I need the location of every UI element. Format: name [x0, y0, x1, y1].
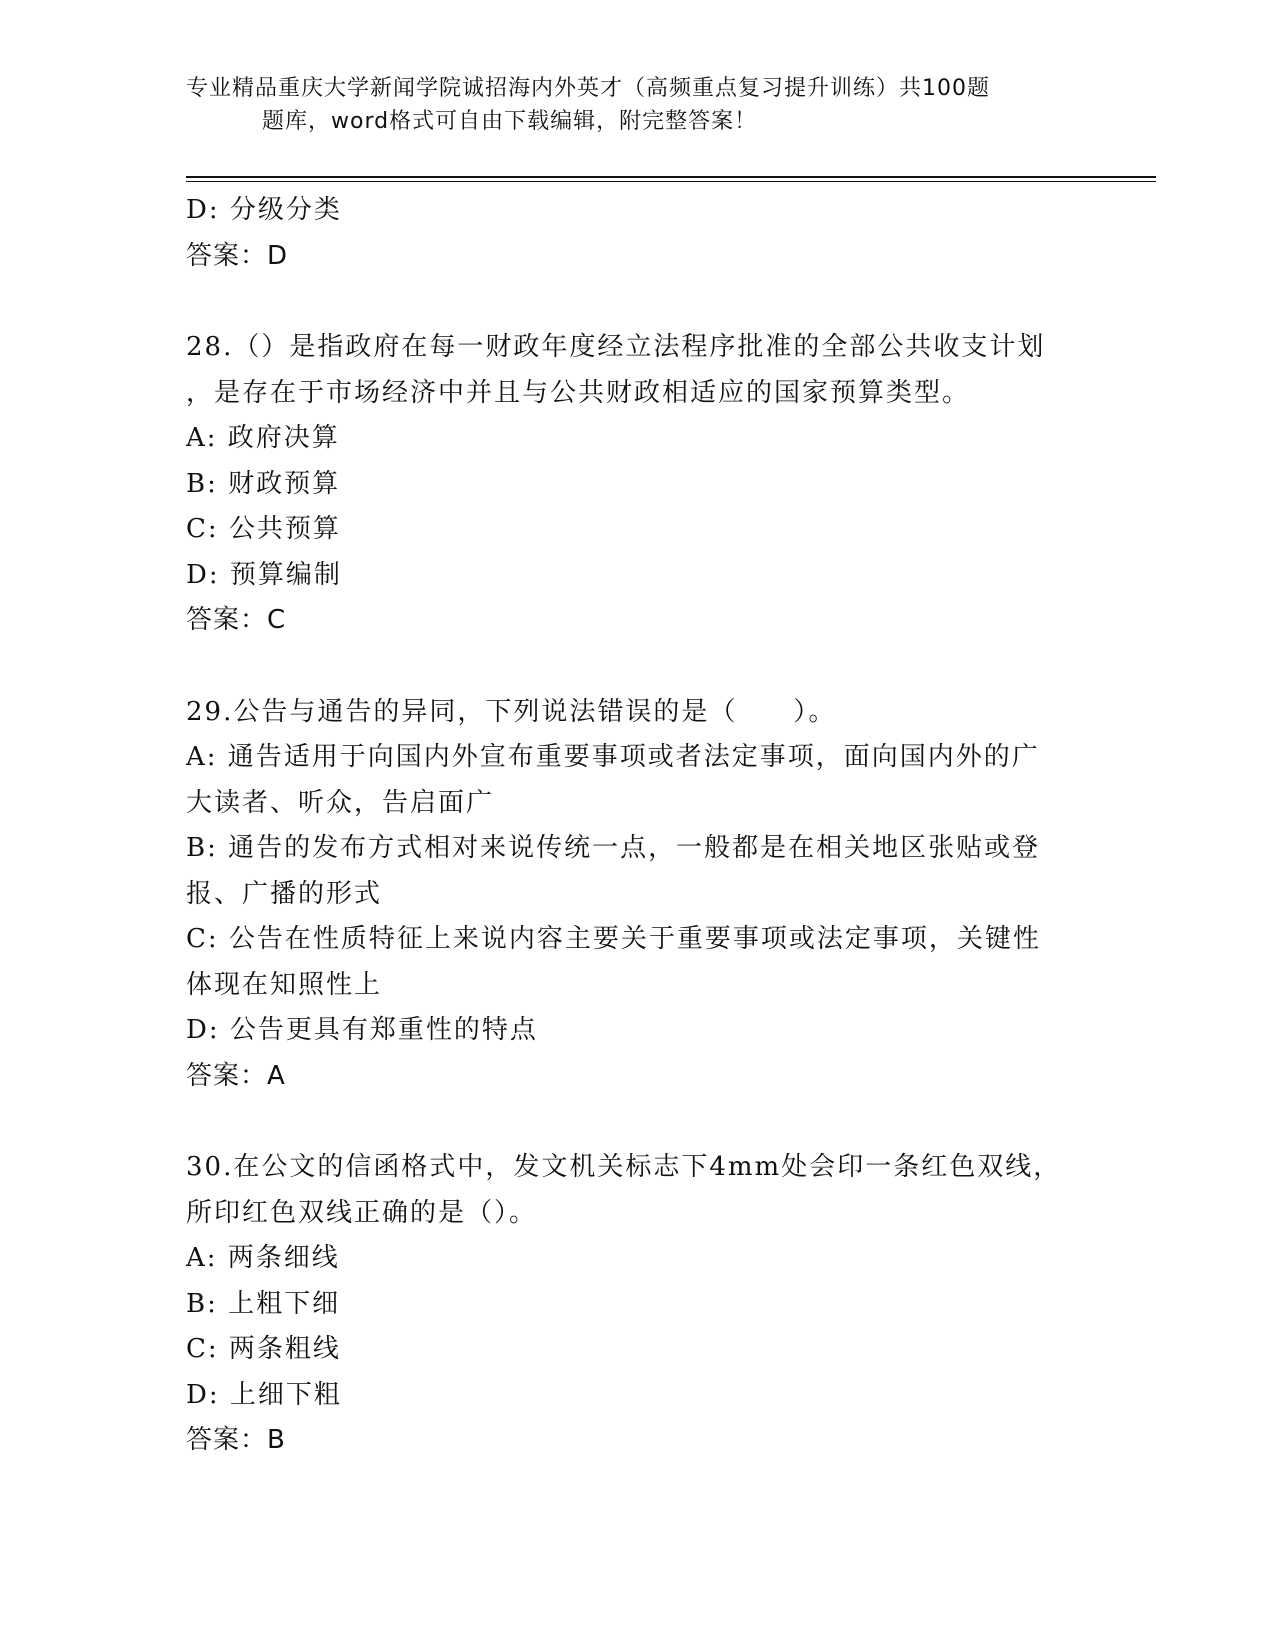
option-c-continued: 体现在知照性上	[186, 969, 383, 1000]
header-title-line-1: 专业精品重庆大学新闻学院诚招海内外英才（高频重点复习提升训练）共100题	[186, 76, 990, 101]
answer-line: 答案：B	[186, 1425, 286, 1455]
question-30	[186, 1145, 1086, 1464]
option-b: B: 上粗下细	[186, 1288, 341, 1319]
option-b: B: 财政预算	[186, 468, 341, 499]
answer-line: 答案：D	[186, 240, 289, 271]
question-stem-continued: 所印红色双线正确的是（）。	[186, 1197, 538, 1228]
answer-line: 答案：C	[186, 605, 287, 635]
option-a: A: 政府决算	[186, 423, 340, 453]
header-divider-thin	[186, 181, 1156, 182]
question-29	[186, 690, 1086, 1100]
previous-question-tail	[186, 188, 1086, 279]
spacer	[186, 279, 1086, 325]
option-a: A: 通告适用于向国内外宣布重要事项或者法定事项，面向国内外的广	[186, 742, 1040, 772]
question-list	[186, 188, 1086, 1464]
option-b-continued: 报、广播的形式	[186, 878, 383, 909]
option-a: A: 两条细线	[186, 1243, 340, 1273]
question-stem: 30.在公文的信函格式中，发文机关标志下4mm处会印一条红色双线，	[186, 1152, 1062, 1182]
header-title-line-2: 题库，word格式可自由下载编辑，附完整答案！	[262, 109, 758, 134]
option-d: D: 上细下粗	[186, 1379, 342, 1410]
option-d: D: 公告更具有郑重性的特点	[186, 1015, 538, 1045]
page-header	[186, 72, 1066, 138]
question-stem: 29.公告与通告的异同，下列说法错误的是（ ）。	[186, 696, 837, 727]
option-c: C: 两条粗线	[186, 1334, 341, 1364]
answer-line: 答案：A	[186, 1060, 286, 1091]
question-stem-continued: ，是存在于市场经济中并且与公共财政相适应的国家预算类型。	[186, 377, 971, 408]
header-divider-thick	[186, 176, 1156, 178]
spacer	[186, 644, 1086, 690]
option-b: B: 通告的发布方式相对来说传统一点，一般都是在相关地区张贴或登	[186, 833, 1041, 863]
question-28	[186, 325, 1086, 644]
option-c: C: 公告在性质特征上来说内容主要关于重要事项或法定事项，关键性	[186, 924, 1041, 954]
option-d: D: 预算编制	[186, 559, 342, 590]
option-a-continued: 大读者、听众，告启面广	[186, 787, 495, 818]
option-c: C: 公共预算	[186, 514, 341, 544]
spacer	[186, 1099, 1086, 1145]
question-stem: 28.（）是指政府在每一财政年度经立法程序批准的全部公共收支计划	[186, 332, 1046, 362]
option-d: D: 分级分类	[186, 195, 342, 225]
